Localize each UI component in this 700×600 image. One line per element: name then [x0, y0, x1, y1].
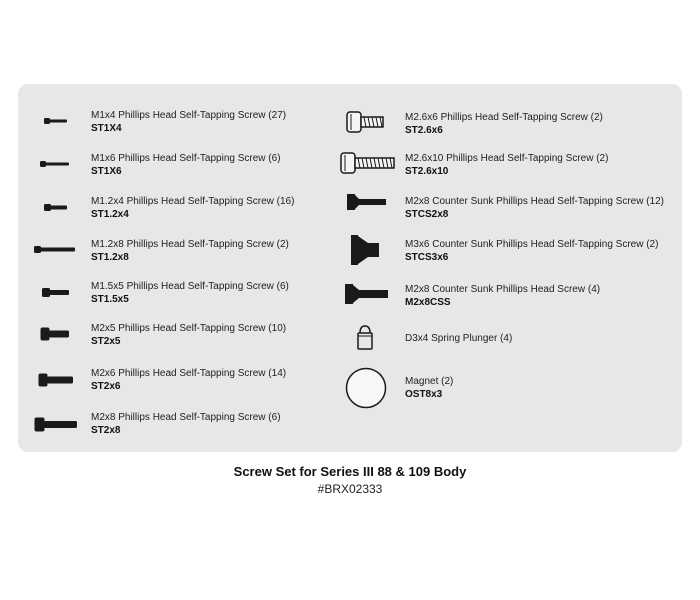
screw-icon — [40, 160, 70, 168]
countersunk-screw-icon — [350, 234, 380, 266]
item-label: M1x6 Phillips Head Self-Tapping Screw (6) — [91, 153, 281, 164]
item-code: ST2x5 — [91, 336, 121, 347]
item-label: M2x5 Phillips Head Self-Tapping Screw (10) — [91, 323, 287, 334]
screw-icon — [34, 417, 78, 432]
item-code: ST1.2x4 — [91, 209, 129, 220]
item-label: M1x4 Phillips Head Self-Tapping Screw (27) — [91, 110, 287, 121]
item-label: D3x4 Spring Plunger (4) — [405, 333, 513, 344]
item-code: ST1X6 — [91, 166, 122, 177]
screw-icon — [40, 327, 70, 341]
screw-icon — [44, 203, 68, 212]
countersunk-screw-icon — [344, 283, 390, 305]
item-code: ST2.6x6 — [405, 125, 443, 136]
item-label: Magnet (2) — [405, 376, 454, 387]
countersunk-screw-icon — [346, 193, 388, 211]
screw-icon — [38, 373, 74, 387]
caption-sku: #BRX02333 — [317, 482, 383, 496]
screw-icon — [340, 152, 396, 174]
screw-icon — [34, 245, 76, 254]
item-label: M1.2x8 Phillips Head Self-Tapping Screw (2) — [91, 239, 289, 250]
item-code: ST1.2x8 — [91, 252, 129, 263]
item-code: ST2.6x10 — [405, 166, 449, 177]
item-label: M2x6 Phillips Head Self-Tapping Screw (14) — [91, 368, 287, 379]
item-code: STCS3x6 — [405, 252, 449, 263]
item-code: OST8x3 — [405, 389, 443, 400]
item-code: STCS2x8 — [405, 209, 449, 220]
screw-icon — [42, 287, 70, 298]
magnet-icon — [345, 367, 387, 409]
item-label: M1.2x4 Phillips Head Self-Tapping Screw (16) — [91, 196, 295, 207]
item-code: ST1.5x5 — [91, 294, 129, 305]
item-code: ST2x6 — [91, 381, 121, 392]
parts-panel — [18, 84, 682, 452]
item-label: M2.6x6 Phillips Head Self-Tapping Screw (2) — [405, 112, 603, 123]
caption-title: Screw Set for Series III 88 & 109 Body — [233, 464, 467, 479]
spring-plunger-icon — [355, 324, 375, 352]
item-code: ST1X4 — [91, 123, 122, 134]
item-label: M2x8 Phillips Head Self-Tapping Screw (6) — [91, 412, 281, 423]
screw-icon — [44, 117, 68, 125]
item-label: M3x6 Counter Sunk Phillips Head Self-Tapping Screw (2) — [405, 239, 659, 250]
item-label: M2.6x10 Phillips Head Self-Tapping Screw (2) — [405, 153, 609, 164]
item-code: M2x8CSS — [405, 297, 451, 308]
item-label: M1.5x5 Phillips Head Self-Tapping Screw (6) — [91, 281, 289, 292]
item-code: ST2x8 — [91, 425, 121, 436]
item-label: M2x8 Counter Sunk Phillips Head Self-Tapping Screw (12) — [405, 196, 665, 207]
screw-icon — [346, 111, 386, 133]
item-label: M2x8 Counter Sunk Phillips Head Screw (4) — [405, 284, 601, 295]
